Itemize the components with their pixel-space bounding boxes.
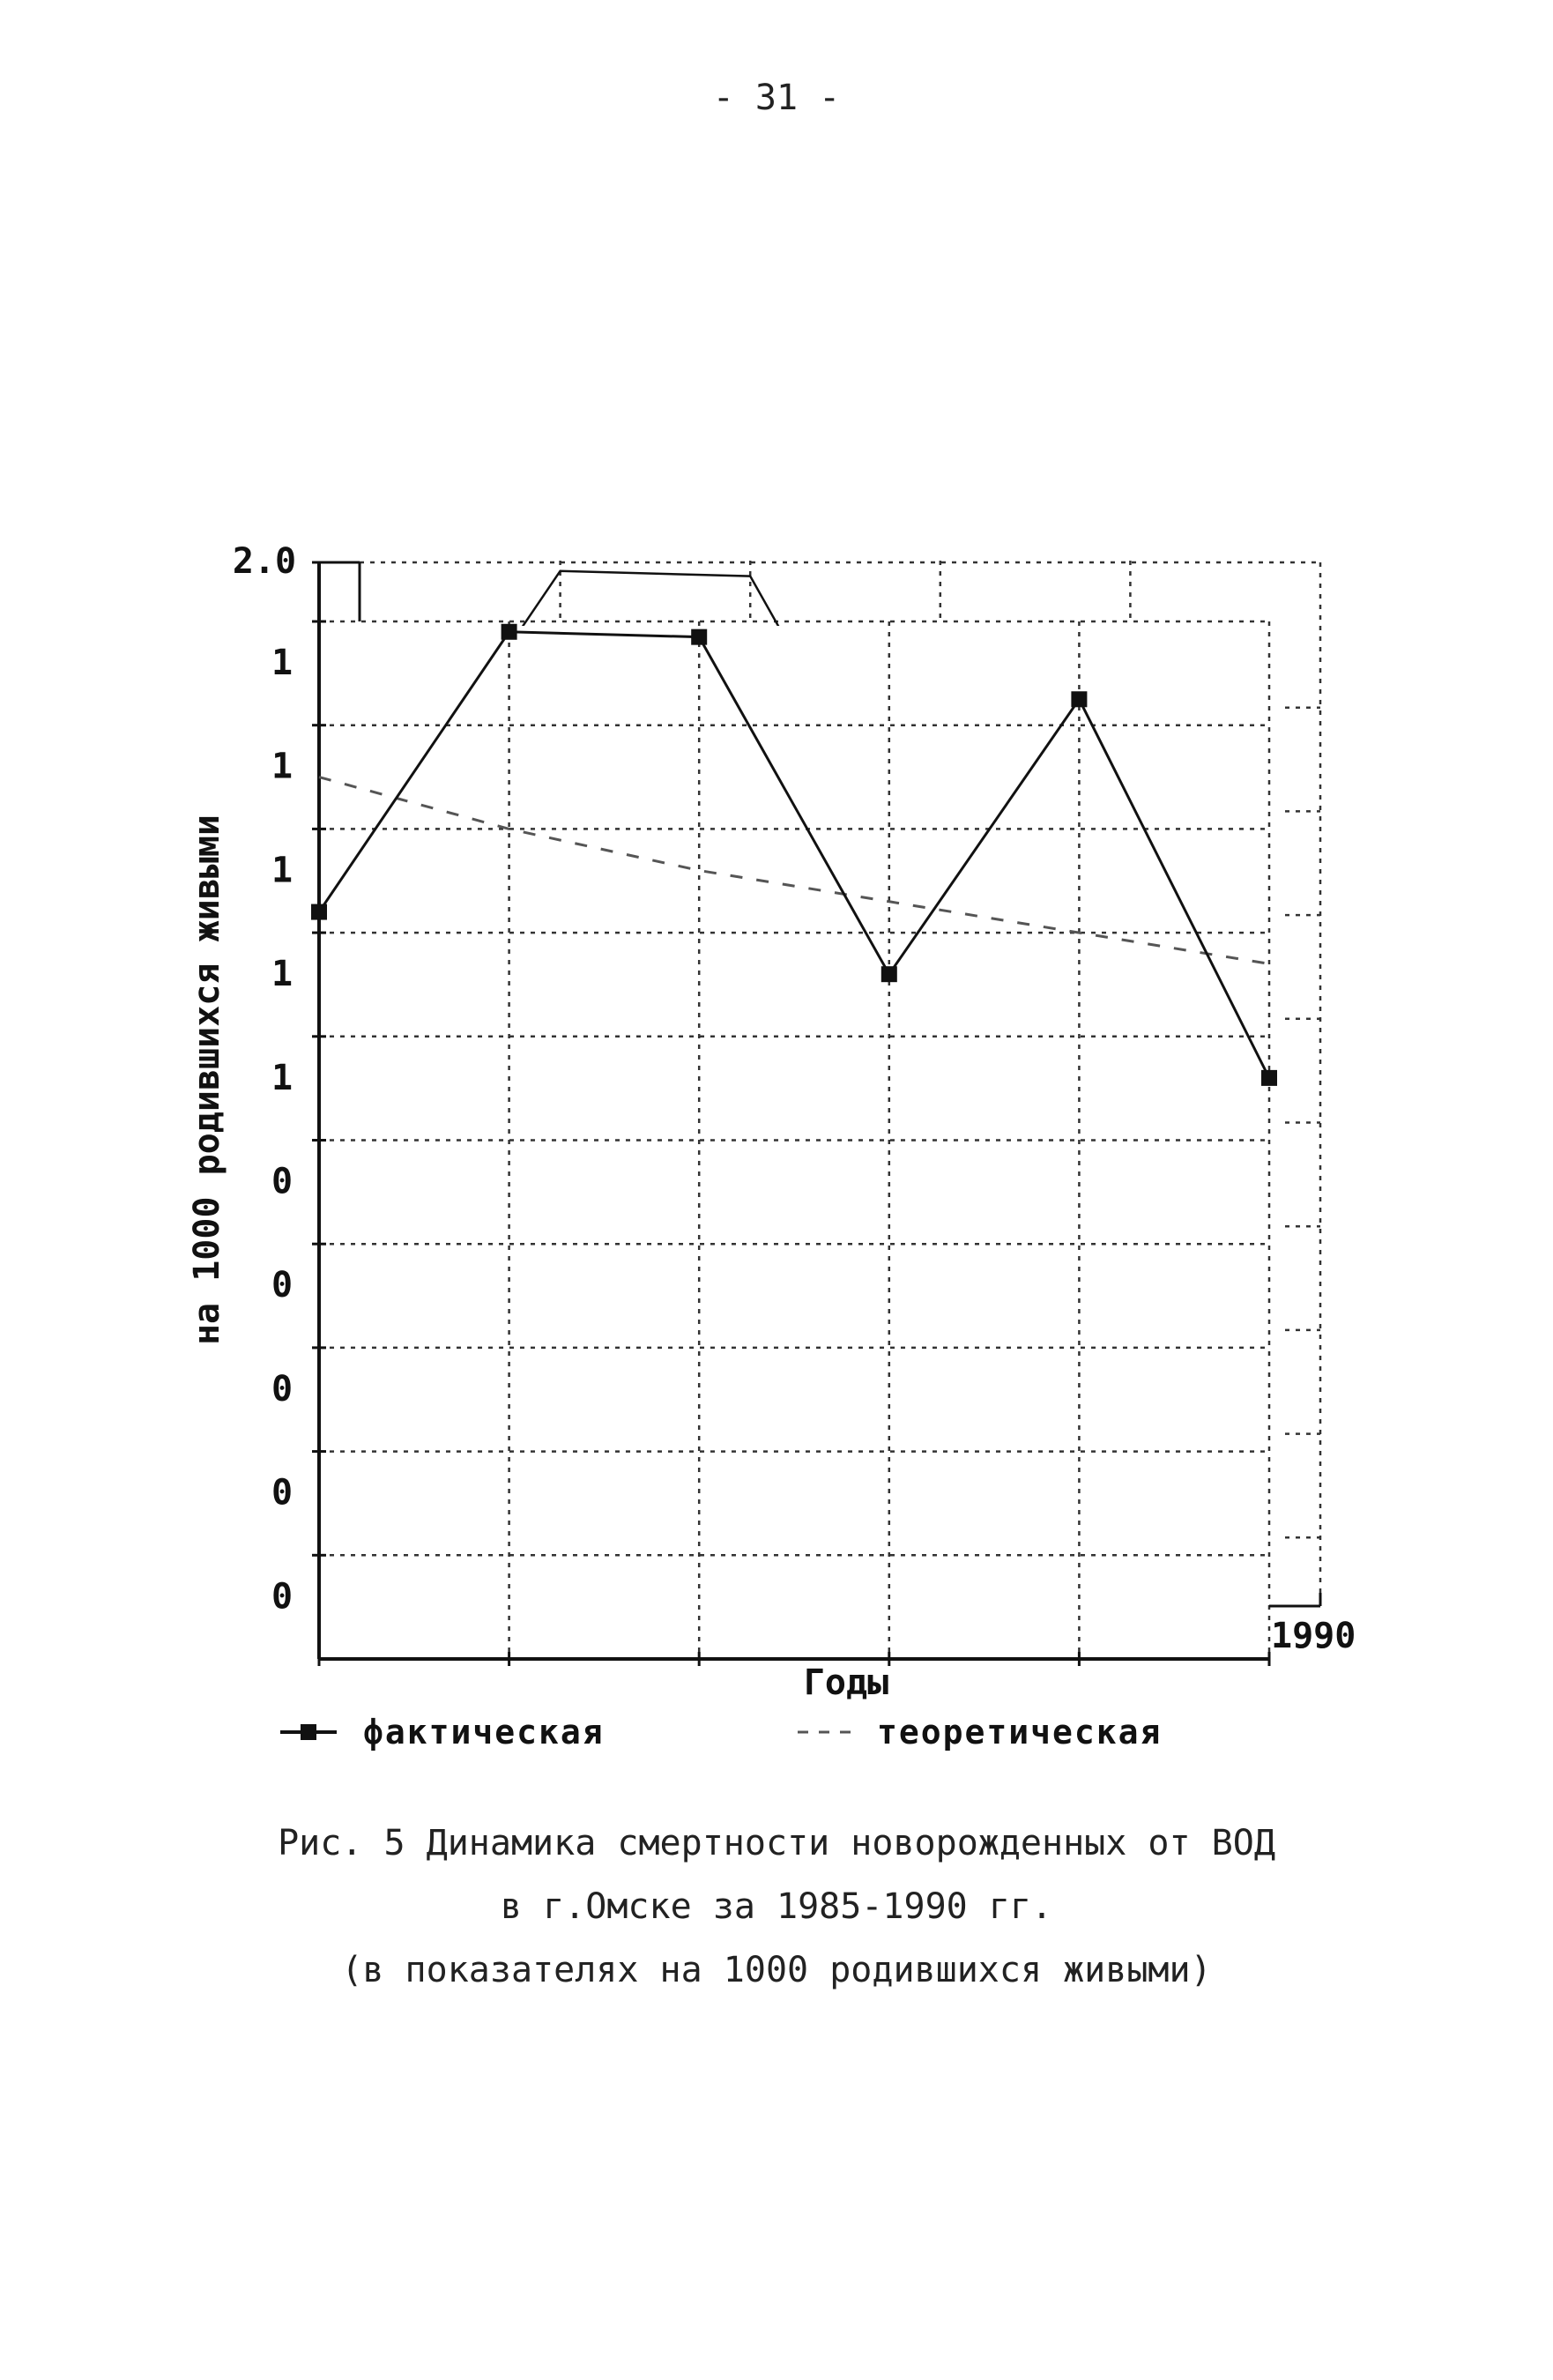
- series-actual-line: [319, 632, 1269, 1078]
- x-axis-label: Годы: [803, 1662, 889, 1703]
- legend-label-theoretical: теоретическая: [877, 1713, 1163, 1752]
- y-tick-label: 2.0: [232, 541, 297, 582]
- chart-frame: [312, 562, 1320, 1666]
- y-tick-label: 0: [271, 1576, 294, 1618]
- y-tick-label: 0: [271, 1265, 294, 1306]
- y-tick-label: 0: [271, 1161, 294, 1202]
- series-actual-marker: [1071, 691, 1087, 707]
- grid-lines: [319, 561, 1320, 1659]
- x-tick-label: 1990: [1271, 1616, 1356, 1656]
- legend-marker-actual: [301, 1724, 316, 1740]
- y-tick-label: 0: [271, 1368, 294, 1409]
- y-axis-label: на 1000 родившихся живыми: [187, 814, 227, 1346]
- legend-item-theoretical: [798, 1713, 1162, 1752]
- y-tick-label: 1: [271, 850, 294, 891]
- y-tick-label: 1: [271, 1057, 294, 1098]
- y-tick-label: 1: [271, 643, 294, 683]
- page-number: - 31 -: [712, 78, 841, 118]
- y-tick-label: 1: [271, 954, 294, 995]
- caption-line-2: в г.Омске за 1985-1990 гг.: [500, 1886, 1053, 1927]
- legend-item-actual: [280, 1713, 605, 1752]
- caption-line-1: Рис. 5 Динамика смертности новорожденных от ВОД: [278, 1823, 1275, 1863]
- y-tick-label: 0: [271, 1472, 294, 1514]
- axis-labels: [233, 541, 1356, 1656]
- series-actual-marker: [1261, 1070, 1277, 1086]
- series-actual-marker: [311, 904, 327, 920]
- series-actual-marker: [881, 966, 897, 982]
- legend: [280, 1713, 1162, 1752]
- legend-label-actual: фактическая: [363, 1713, 605, 1752]
- series-actual-marker: [691, 629, 707, 645]
- series-actual-marker: [502, 624, 517, 640]
- caption-line-3: (в показателях на 1000 родившихся живыми): [341, 1950, 1212, 1990]
- y-tick-label: 1: [271, 746, 294, 787]
